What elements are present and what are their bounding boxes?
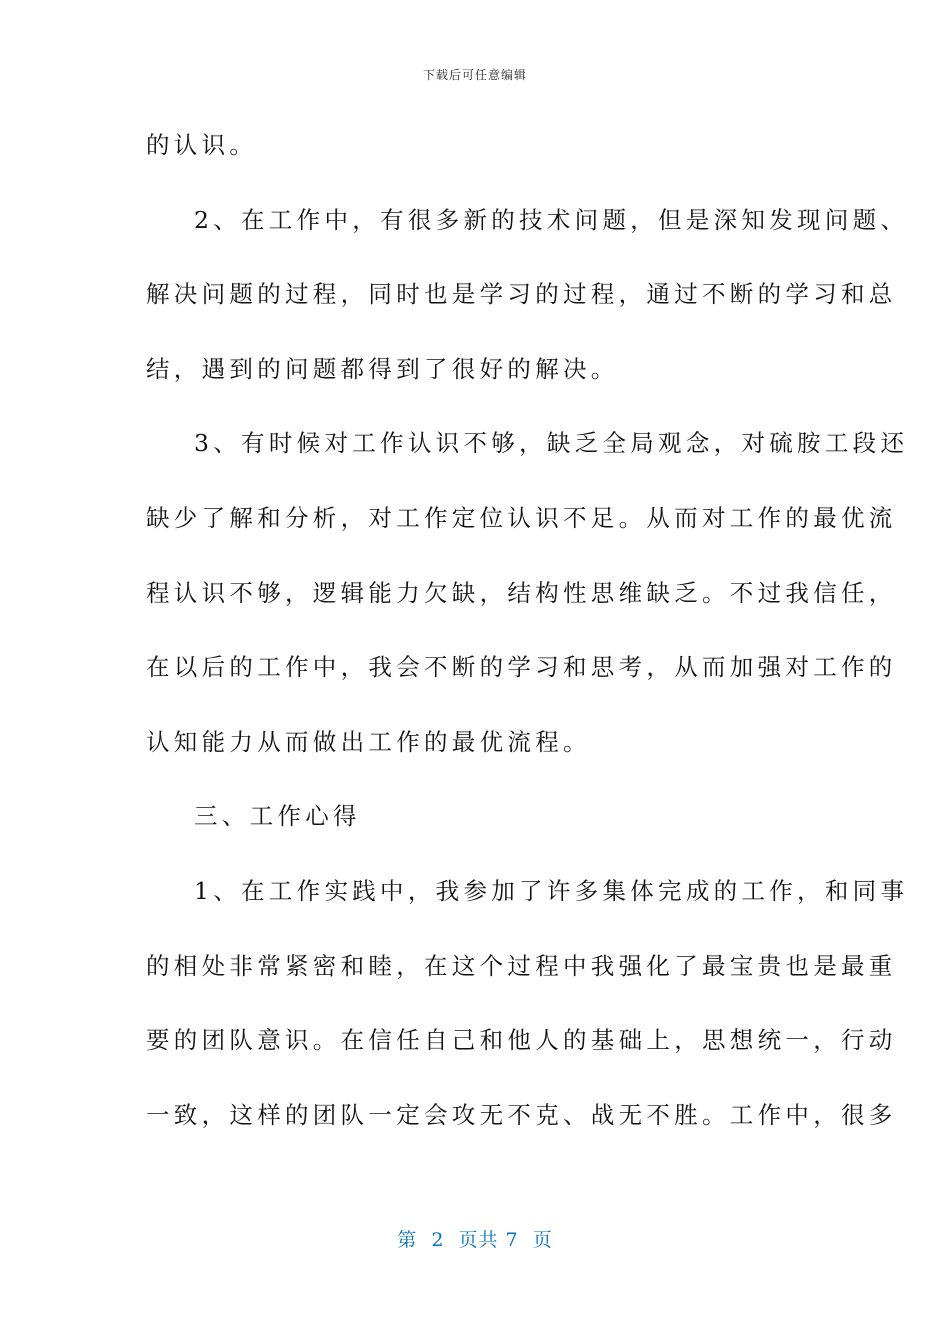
body-line: 要的团队意识。在信任自己和他人的基础上，思想统一，行动 [146, 1026, 897, 1055]
body-line: 的相处非常紧密和睦，在这个过程中我强化了最宝贵也是最重 [146, 951, 897, 980]
body-line: 缺少了解和分析，对工作定位认识不足。从而对工作的最优流 [146, 503, 897, 532]
body-line: 3、有时候对工作认识不够，缺乏全局观念，对硫胺工段还 [194, 429, 909, 458]
document-body [146, 120, 909, 1164]
body-line: 在以后的工作中，我会不断的学习和思考，从而加强对工作的 [146, 653, 897, 682]
body-line: 解决问题的过程，同时也是学习的过程，通过不断的学习和总 [146, 280, 897, 309]
section-heading: 三、工作心得 [194, 802, 361, 831]
body-line: 一致，这样的团队一定会攻无不克、战无不胜。工作中，很多 [146, 1100, 897, 1129]
body-line: 2、在工作中，有很多新的技术问题，但是深知发现问题、 [194, 205, 909, 234]
body-line: 的认识。 [146, 131, 258, 159]
page-header: 下载后可任意编辑 [422, 68, 527, 82]
body-line: 结，遇到的问题都得到了很好的解决。 [146, 354, 619, 383]
body-line: 认知能力从而做出工作的最优流程。 [146, 727, 591, 756]
body-line: 程认识不够，逻辑能力欠缺，结构性思维缺乏。不过我信任， [146, 578, 897, 607]
page-footer: 第 2 页共 7 页 [397, 1229, 553, 1251]
body-line: 1、在工作实践中，我参加了许多集体完成的工作，和同事 [194, 876, 909, 905]
